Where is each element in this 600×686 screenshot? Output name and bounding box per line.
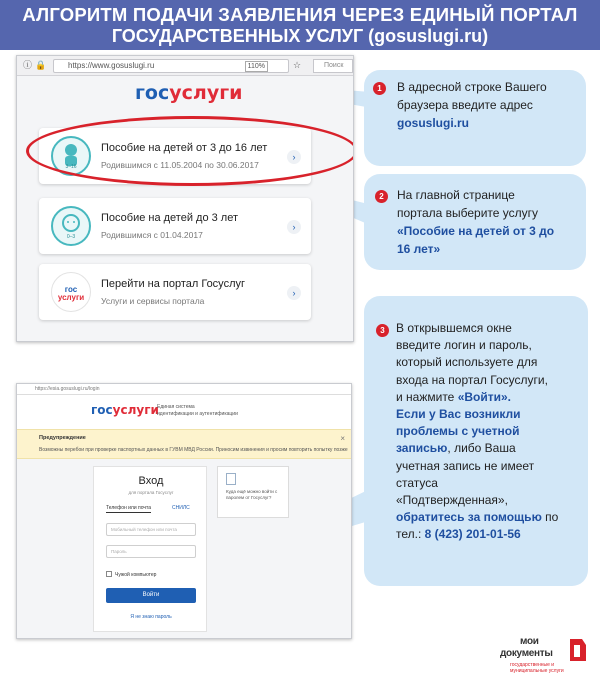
title-line-2: ГОСУДАРСТВЕННЫХ УСЛУГ (gosuslugi.ru)	[111, 26, 489, 46]
browser-search[interactable]	[313, 59, 353, 73]
brand-tagline: государственные и муниципальные услуги	[510, 662, 564, 674]
screenshot-portal-main	[16, 55, 354, 342]
card-title: Пособие на детей до 3 лет	[101, 212, 239, 224]
star-icon[interactable]: ☆	[293, 60, 302, 70]
warning-banner	[17, 429, 352, 459]
card-subtitle: Услуги и сервисы портала	[101, 296, 205, 306]
card-title: Пособие на детей от 3 до 16 лет	[101, 142, 268, 154]
step-number-2: 2	[375, 190, 388, 203]
browser-address-bar[interactable]: https://esia.gosuslugi.ru/login	[17, 384, 352, 395]
step-3-bubble	[364, 296, 588, 586]
login-input[interactable]: Мобильный телефон или почта	[106, 523, 196, 536]
gosuslugi-logo-icon: гос услуги	[51, 272, 91, 312]
password-input[interactable]: Пароль	[106, 545, 196, 558]
brand-line-1: мои	[520, 636, 539, 647]
tab-snils[interactable]: СНИЛС	[172, 505, 190, 511]
card-title: Перейти на портал Госуслуг	[101, 278, 245, 290]
flag-icon	[568, 637, 588, 663]
step-2-text: На главной странице портала выберите услугу «Пособие на детей от 3 до 16 лет»	[397, 188, 555, 256]
step-1-text: В адресной строке Вашего браузера введите адрес gosuslugi.ru	[397, 80, 547, 130]
child-3-16-icon: 3–16	[51, 136, 91, 176]
service-card-go-portal[interactable]	[39, 264, 311, 320]
other-logins-text: Куда ещё можно войти с паролем от Госуслуг?	[226, 489, 278, 500]
close-icon[interactable]: ×	[340, 434, 345, 443]
service-card-benefit-0-3[interactable]	[39, 198, 311, 254]
other-logins-box[interactable]	[217, 466, 289, 518]
warning-title: Предупреждение	[39, 435, 86, 441]
step-1-bubble	[364, 70, 586, 166]
title-line-1: АЛГОРИТМ ПОДАЧИ ЗАЯВЛЕНИЯ ЧЕРЕЗ ЕДИНЫЙ ПОРТАЛ	[22, 4, 578, 25]
login-header	[17, 395, 352, 429]
lock-icon: 🔒	[35, 60, 47, 70]
tab-phone-email[interactable]: Телефон или почта	[106, 505, 152, 511]
chevron-right-icon[interactable]: ›	[287, 220, 301, 234]
moi-dokumenty-logo	[500, 636, 596, 680]
chevron-right-icon[interactable]: ›	[287, 150, 301, 164]
baby-0-3-icon: 0–3	[51, 206, 91, 246]
warning-text: Возможны перебои при проверке паспортных данных в ГУВМ МВД России. Приносим извинения и просим повторить попытку позже	[39, 447, 348, 453]
address-text: https://www.gosuslugi.ru	[68, 61, 155, 70]
brand-line-2: документы	[500, 648, 553, 659]
search-placeholder: Поиск	[324, 62, 344, 69]
forgot-password-link[interactable]: Я не знаю пароль	[130, 614, 172, 620]
gosuslugi-logo[interactable]: госуслуги	[135, 82, 243, 104]
address-bar[interactable]	[53, 59, 289, 73]
step-number-3: 3	[376, 324, 389, 337]
esia-caption: Единая система идентификации и аутентификации	[157, 404, 238, 417]
step-number-1: 1	[373, 82, 386, 95]
login-form	[93, 466, 207, 632]
checkbox-icon	[106, 571, 112, 577]
browser-toolbar	[17, 56, 354, 76]
card-subtitle: Родившимся с 01.04.2017	[101, 230, 203, 240]
chevron-right-icon[interactable]: ›	[287, 286, 301, 300]
login-button[interactable]: Войти	[106, 588, 196, 603]
step-2-bubble	[364, 174, 586, 270]
gosuslugi-logo[interactable]: госуслуги	[91, 403, 159, 417]
info-icon: ⓘ	[23, 60, 33, 70]
highlight-oval	[26, 116, 354, 186]
zoom-level[interactable]: 110%	[245, 61, 268, 72]
login-subtitle: для портала Госуслуг	[128, 490, 174, 495]
card-subtitle: Родившимся с 11.05.2004 по 30.06.2017	[101, 160, 259, 170]
alien-computer-checkbox[interactable]: Чужой компьютер	[106, 571, 156, 578]
document-icon	[226, 473, 236, 485]
step-3-text: В открывшемся окне введите логин и пароль, который используете для входа на портал Госуслуги, и нажмите «Войти». Если у Вас возникли проблемы с учетной записью, либо Ваша учетная запись не имеет статуса «Подтвержденная», обратитесь за помощью по тел.: 8 (423) 201-01-56	[396, 321, 559, 542]
login-title: Вход	[138, 475, 164, 487]
screenshot-login-page	[16, 383, 352, 639]
